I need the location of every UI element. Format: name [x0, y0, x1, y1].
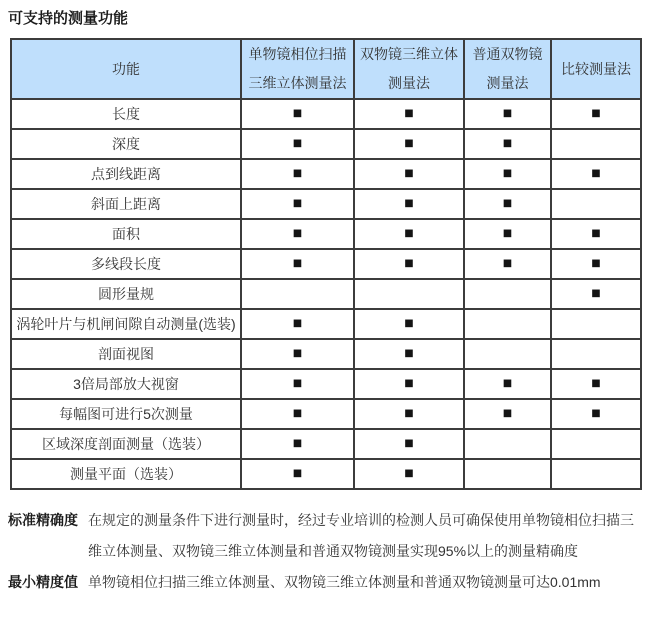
note-label: 标准精确度 — [8, 512, 78, 528]
function-label-cell: 圆形量规 — [11, 279, 241, 309]
filled-square-icon: ■ — [404, 348, 414, 359]
support-mark-cell — [464, 369, 551, 399]
table-row — [11, 249, 641, 279]
support-mark-cell — [241, 189, 354, 219]
note-text: 单物镜相位扫描三维立体测量、双物镜三维立体测量和普通双物镜测量可达0.01mm — [88, 574, 601, 590]
filled-square-icon: ■ — [591, 108, 601, 119]
filled-square-icon: ■ — [591, 168, 601, 179]
filled-square-icon: ■ — [502, 258, 513, 269]
filled-square-icon: ■ — [502, 138, 513, 149]
filled-square-icon: ■ — [502, 378, 513, 389]
support-mark-cell — [464, 399, 551, 429]
support-mark-cell — [354, 399, 464, 429]
filled-square-icon: ■ — [502, 408, 513, 419]
column-header-label: 功能 — [112, 60, 140, 77]
column-header-dual-objective-stereo — [354, 39, 464, 99]
function-label-cell: 多线段长度 — [11, 249, 241, 279]
support-mark-cell — [241, 219, 354, 249]
filled-square-icon: ■ — [591, 408, 601, 419]
filled-square-icon: ■ — [404, 378, 414, 389]
function-label-cell: 涡轮叶片与机闸间隙自动测量(选装) — [11, 309, 241, 339]
filled-square-icon: ■ — [502, 108, 513, 119]
table-row — [11, 99, 641, 129]
table-header-row — [11, 39, 641, 99]
support-mark-cell — [354, 159, 464, 189]
column-header-label: 单物镜相位扫描 — [248, 46, 347, 62]
support-mark-cell — [464, 459, 551, 489]
support-mark-cell — [551, 189, 641, 219]
support-mark-cell — [354, 459, 464, 489]
filled-square-icon: ■ — [292, 348, 303, 359]
function-label-cell: 面积 — [11, 219, 241, 249]
column-header-label: 普通双物镜 — [472, 46, 543, 62]
support-mark-cell — [464, 99, 551, 129]
filled-square-icon: ■ — [404, 438, 414, 449]
support-mark-cell — [551, 369, 641, 399]
table-row — [11, 219, 641, 249]
table-row — [11, 159, 641, 189]
support-mark-cell — [551, 309, 641, 339]
support-mark-cell — [354, 279, 464, 309]
filled-square-icon: ■ — [292, 468, 303, 479]
filled-square-icon: ■ — [292, 138, 303, 149]
support-mark-cell — [551, 219, 641, 249]
function-label-cell: 深度 — [11, 129, 241, 159]
filled-square-icon: ■ — [502, 168, 513, 179]
filled-square-icon: ■ — [404, 408, 414, 419]
table-row — [11, 369, 641, 399]
note-text: 在规定的测量条件下进行测量时，经过专业培训的检测人员可确保使用单物镜相位扫描三维立体测量、双物镜三维立体测量和普通双物镜测量实现95%以上的测量精确度 — [88, 512, 634, 559]
filled-square-icon: ■ — [404, 318, 414, 329]
column-header-label: 测量法 — [388, 75, 430, 91]
filled-square-icon: ■ — [404, 168, 414, 179]
support-mark-cell — [551, 429, 641, 459]
page-title: 可支持的测量功能 — [8, 10, 129, 27]
support-mark-cell — [354, 189, 464, 219]
filled-square-icon: ■ — [292, 318, 303, 329]
support-mark-cell — [464, 429, 551, 459]
support-mark-cell — [551, 339, 641, 369]
support-mark-cell — [241, 369, 354, 399]
table-row — [11, 129, 641, 159]
filled-square-icon: ■ — [502, 198, 513, 209]
measurement-functions-table — [10, 38, 642, 490]
table-row — [11, 279, 641, 309]
support-mark-cell — [354, 339, 464, 369]
support-mark-cell — [464, 279, 551, 309]
filled-square-icon: ■ — [404, 468, 414, 479]
filled-square-icon: ■ — [591, 288, 601, 299]
filled-square-icon: ■ — [591, 378, 601, 389]
function-label-cell: 每幅图可进行5次测量 — [11, 399, 241, 429]
table-row — [11, 399, 641, 429]
filled-square-icon: ■ — [292, 438, 303, 449]
function-label-cell: 点到线距离 — [11, 159, 241, 189]
support-mark-cell — [241, 249, 354, 279]
support-mark-cell — [241, 459, 354, 489]
support-mark-cell — [551, 99, 641, 129]
support-mark-cell — [551, 459, 641, 489]
filled-square-icon: ■ — [292, 168, 303, 179]
function-label-cell: 测量平面（选装） — [11, 459, 241, 489]
filled-square-icon: ■ — [404, 228, 414, 239]
support-mark-cell — [354, 249, 464, 279]
column-header-label: 比较测量法 — [561, 60, 631, 77]
support-mark-cell — [354, 129, 464, 159]
table-row — [11, 339, 641, 369]
filled-square-icon: ■ — [591, 228, 601, 239]
column-header-label: 测量法 — [486, 75, 529, 91]
filled-square-icon: ■ — [404, 108, 414, 119]
column-header-label: 三维立体测量法 — [248, 75, 347, 91]
support-mark-cell — [354, 309, 464, 339]
support-mark-cell — [464, 309, 551, 339]
filled-square-icon: ■ — [292, 228, 303, 239]
filled-square-icon: ■ — [292, 258, 303, 269]
note-label: 最小精度值 — [8, 574, 78, 590]
support-mark-cell — [354, 429, 464, 459]
column-header-single-objective-phase-scan — [241, 39, 354, 99]
support-mark-cell — [551, 159, 641, 189]
filled-square-icon: ■ — [292, 108, 303, 119]
support-mark-cell — [354, 219, 464, 249]
column-header-label: 双物镜三维立体 — [360, 46, 458, 62]
support-mark-cell — [241, 399, 354, 429]
filled-square-icon: ■ — [292, 408, 303, 419]
support-mark-cell — [464, 339, 551, 369]
filled-square-icon: ■ — [404, 138, 414, 149]
column-header-comparison — [551, 39, 641, 99]
table-row — [11, 429, 641, 459]
support-mark-cell — [551, 129, 641, 159]
support-mark-cell — [241, 129, 354, 159]
function-label-cell: 剖面视图 — [11, 339, 241, 369]
support-mark-cell — [464, 189, 551, 219]
filled-square-icon: ■ — [292, 378, 303, 389]
filled-square-icon: ■ — [591, 258, 601, 269]
table-row — [11, 309, 641, 339]
support-mark-cell — [241, 339, 354, 369]
filled-square-icon: ■ — [502, 228, 513, 239]
support-mark-cell — [464, 159, 551, 189]
filled-square-icon: ■ — [292, 198, 303, 209]
support-mark-cell — [551, 279, 641, 309]
filled-square-icon: ■ — [404, 258, 414, 269]
support-mark-cell — [241, 429, 354, 459]
note-minimum-precision — [8, 567, 642, 598]
filled-square-icon: ■ — [404, 198, 414, 209]
function-label-cell: 区域深度剖面测量（选装） — [11, 429, 241, 459]
footnotes — [8, 505, 642, 598]
function-label-cell: 斜面上距离 — [11, 189, 241, 219]
support-mark-cell — [551, 399, 641, 429]
table-row — [11, 459, 641, 489]
support-mark-cell — [241, 279, 354, 309]
support-mark-cell — [551, 249, 641, 279]
column-header-function — [11, 39, 241, 99]
support-mark-cell — [354, 99, 464, 129]
support-mark-cell — [241, 159, 354, 189]
support-mark-cell — [354, 369, 464, 399]
support-mark-cell — [464, 129, 551, 159]
column-header-normal-dual-objective — [464, 39, 551, 99]
note-standard-accuracy — [8, 505, 642, 567]
function-label-cell: 3倍局部放大视窗 — [11, 369, 241, 399]
table-row — [11, 189, 641, 219]
support-mark-cell — [464, 219, 551, 249]
support-mark-cell — [241, 99, 354, 129]
function-label-cell: 长度 — [11, 99, 241, 129]
support-mark-cell — [464, 249, 551, 279]
support-mark-cell — [241, 309, 354, 339]
